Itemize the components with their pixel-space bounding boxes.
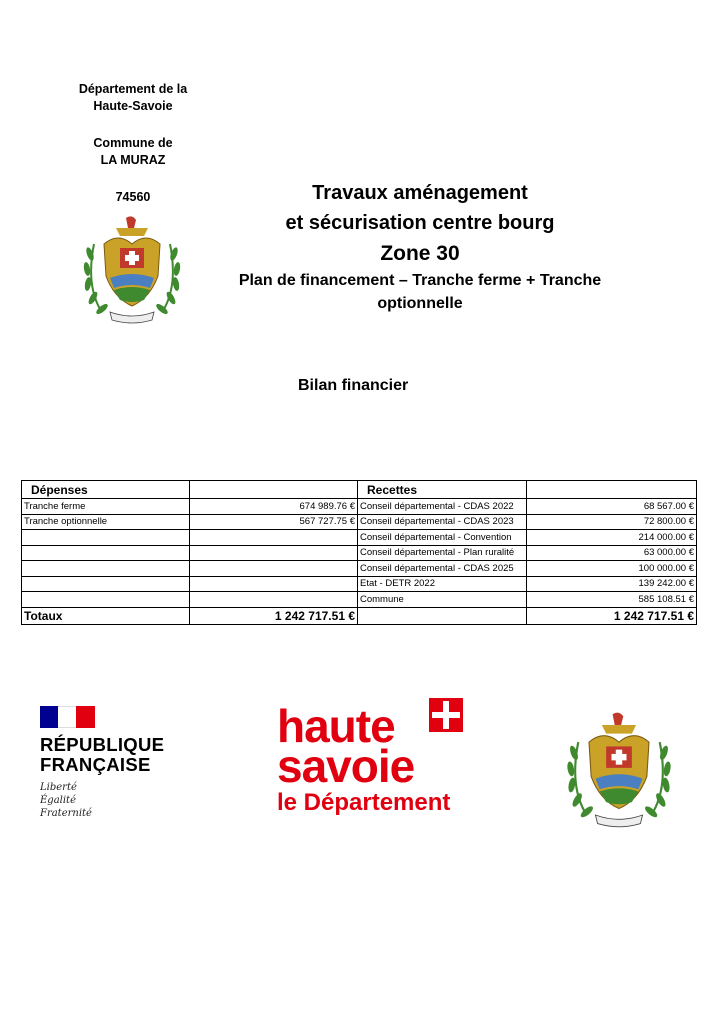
table-row [22,545,697,561]
recette-label: Commune [358,592,527,608]
haute-savoie-logo: haute savoie le Département [277,698,477,816]
recette-amount: 68 567.00 € [527,499,697,515]
republique-francaise-logo [40,706,190,820]
recette-amount: 214 000.00 € [527,530,697,546]
recettes-header: Recettes [358,481,527,499]
marianne-flag-icon [40,706,95,728]
financial-table [21,480,697,625]
empty-cell [358,607,527,624]
section-title: Bilan financier [298,377,409,394]
depenses-header: Dépenses [22,481,190,499]
recettes-total: 1 242 717.51 € [527,607,697,624]
depense-label [22,592,190,608]
depense-label: Tranche optionnelle [22,514,190,530]
crest-shield-icon [104,216,160,306]
page-title: Travaux aménagement et sécurisation centre bourg [285,182,555,234]
department-label: Département de la Haute-Savoie [78,82,188,113]
depense-amount [190,530,358,546]
table-row [22,499,697,515]
crest-shield-icon [589,713,649,809]
table-row [22,530,697,546]
depense-label [22,576,190,592]
republique-name: RÉPUBLIQUE FRANÇAISE [40,734,165,775]
depense-label [22,530,190,546]
zone-title: Zone 30 [380,242,460,265]
la-muraz-crest [80,214,184,326]
recette-amount: 63 000.00 € [527,545,697,561]
depense-amount: 674 989.76 € [190,499,358,515]
depense-amount [190,561,358,577]
recette-label: Conseil départemental - Convention [358,530,527,546]
savoie-cross-icon [429,698,463,737]
depenses-total: 1 242 717.51 € [190,607,358,624]
table-header-row [22,481,697,499]
depense-label: Tranche ferme [22,499,190,515]
recette-amount: 585 108.51 € [527,592,697,608]
table-row [22,592,697,608]
table-row [22,576,697,592]
table-row [22,514,697,530]
republique-motto: Liberté Égalité Fraternité [40,782,92,819]
la-muraz-crest-bottom [563,710,675,830]
recette-amount: 139 242.00 € [527,576,697,592]
recette-label: Conseil départemental - CDAS 2023 [358,514,527,530]
totals-row [22,607,697,624]
depense-label [22,561,190,577]
crest-ribbon [110,312,154,323]
recette-label: Conseil départemental - CDAS 2025 [358,561,527,577]
postcode: 74560 [115,190,151,204]
depense-amount: 567 727.75 € [190,514,358,530]
depense-amount [190,545,358,561]
crest-ribbon [595,815,642,827]
recette-amount: 72 800.00 € [527,514,697,530]
recette-label: Etat - DETR 2022 [358,576,527,592]
table-row [22,561,697,577]
subtitle: Plan de financement – Tranche ferme + Tranche optionnelle [238,272,602,312]
recette-label: Conseil départemental - CDAS 2022 [358,499,527,515]
recette-amount: 100 000.00 € [527,561,697,577]
totals-label: Totaux [22,607,190,624]
depense-label [22,545,190,561]
depense-amount [190,576,358,592]
depense-amount [190,592,358,608]
commune-label: Commune de LA MURAZ [93,136,173,167]
recette-label: Conseil départemental - Plan ruralité [358,545,527,561]
